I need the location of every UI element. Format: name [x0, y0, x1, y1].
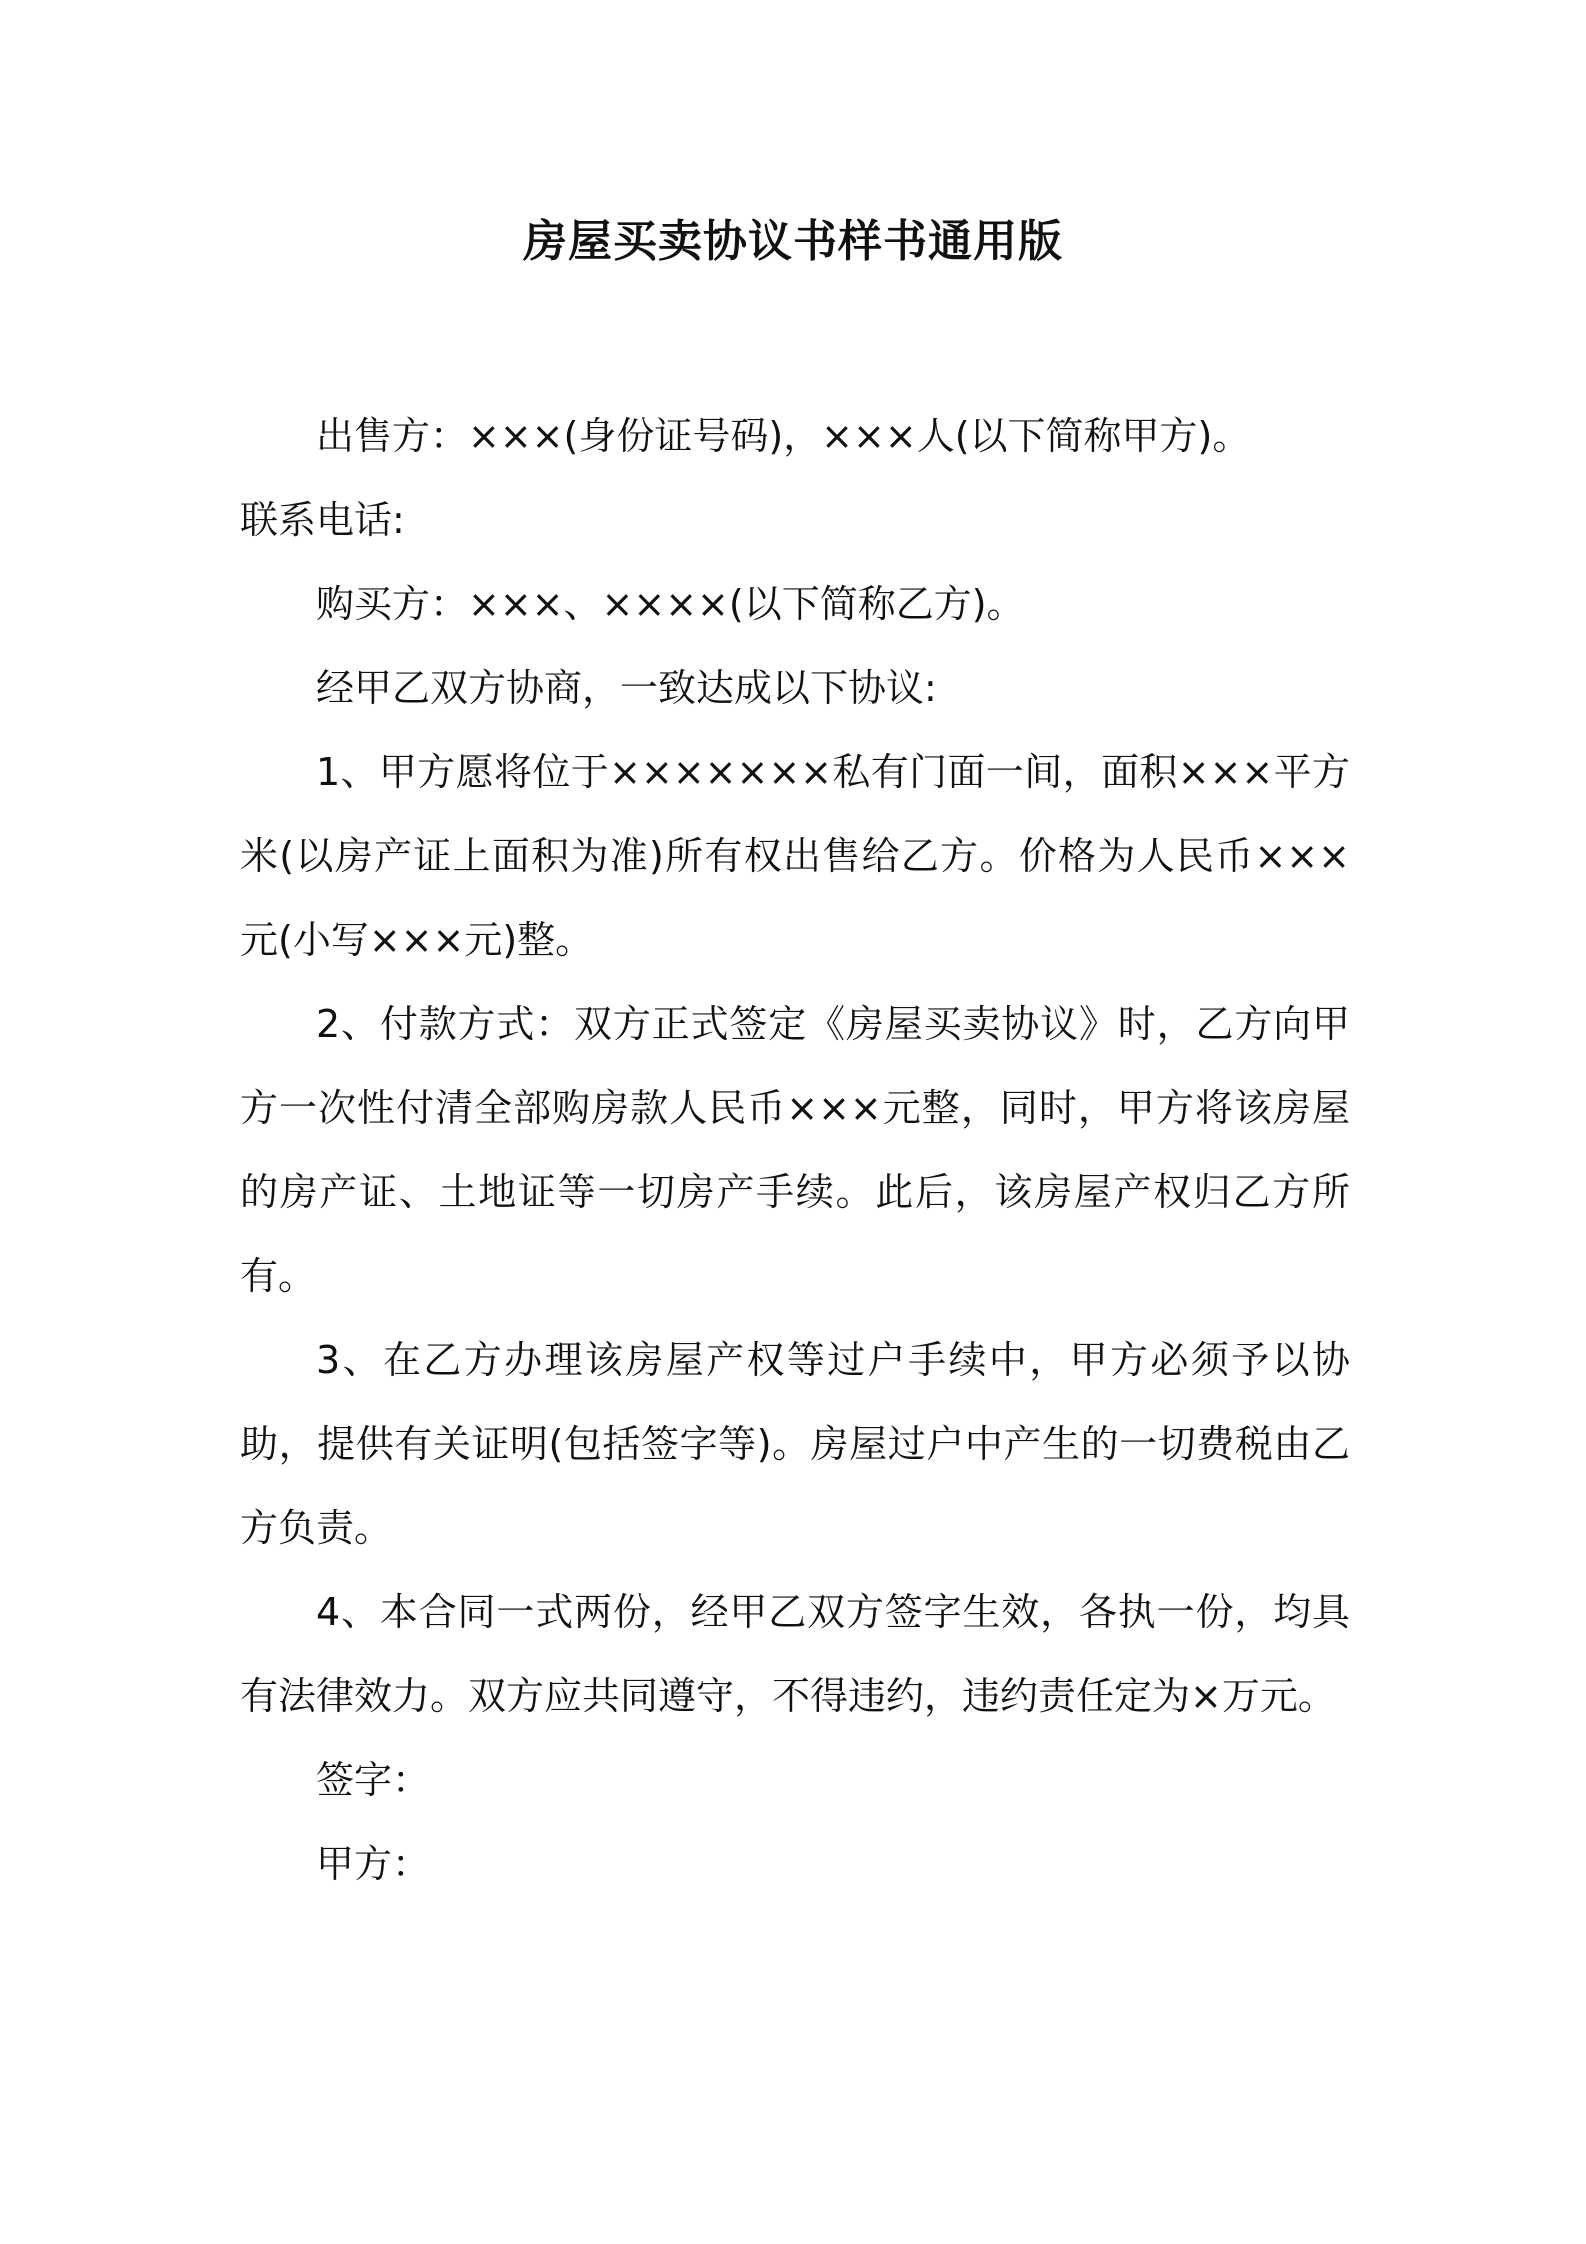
seller-paragraph: 出售方：×××(身份证号码)，×××人(以下简称甲方)。: [316, 414, 1251, 458]
buyer-paragraph: 购买方：×××、××××(以下简称乙方)。: [316, 582, 1025, 626]
document-body: [240, 394, 1350, 1906]
intro-paragraph: 经甲乙双方协商，一致达成以下协议:: [316, 666, 937, 710]
document-title: 房屋买卖协议书样书通用版: [523, 216, 1063, 267]
clause-2: 2、付款方式：双方正式签定《房屋买卖协议》时，乙方向甲方一次性付清全部购房款人民币×××元整，同时，甲方将该房屋的房产证、土地证等一切房产手续。此后，该房屋产权归乙方所有。: [240, 1002, 1350, 1298]
clause-1: 1、甲方愿将位于×××××××私有门面一间，面积×××平方米(以房产证上面积为准)所有权出售给乙方。价格为人民币×××元(小写×××元)整。: [240, 750, 1350, 962]
signature-label: 签字：: [316, 1758, 431, 1802]
clause-4: 4、本合同一式两份，经甲乙双方签字生效，各执一份，均具有法律效力。双方应共同遵守，不得违约，违约责任定为×万元。: [240, 1590, 1350, 1718]
party-a-label: 甲方：: [316, 1842, 431, 1886]
clause-3: 3、在乙方办理该房屋产权等过户手续中，甲方必须予以协助，提供有关证明(包括签字等)。房屋过户中产生的一切费税由乙方负责。: [240, 1338, 1350, 1550]
contact-paragraph: 联系电话:: [240, 498, 405, 542]
